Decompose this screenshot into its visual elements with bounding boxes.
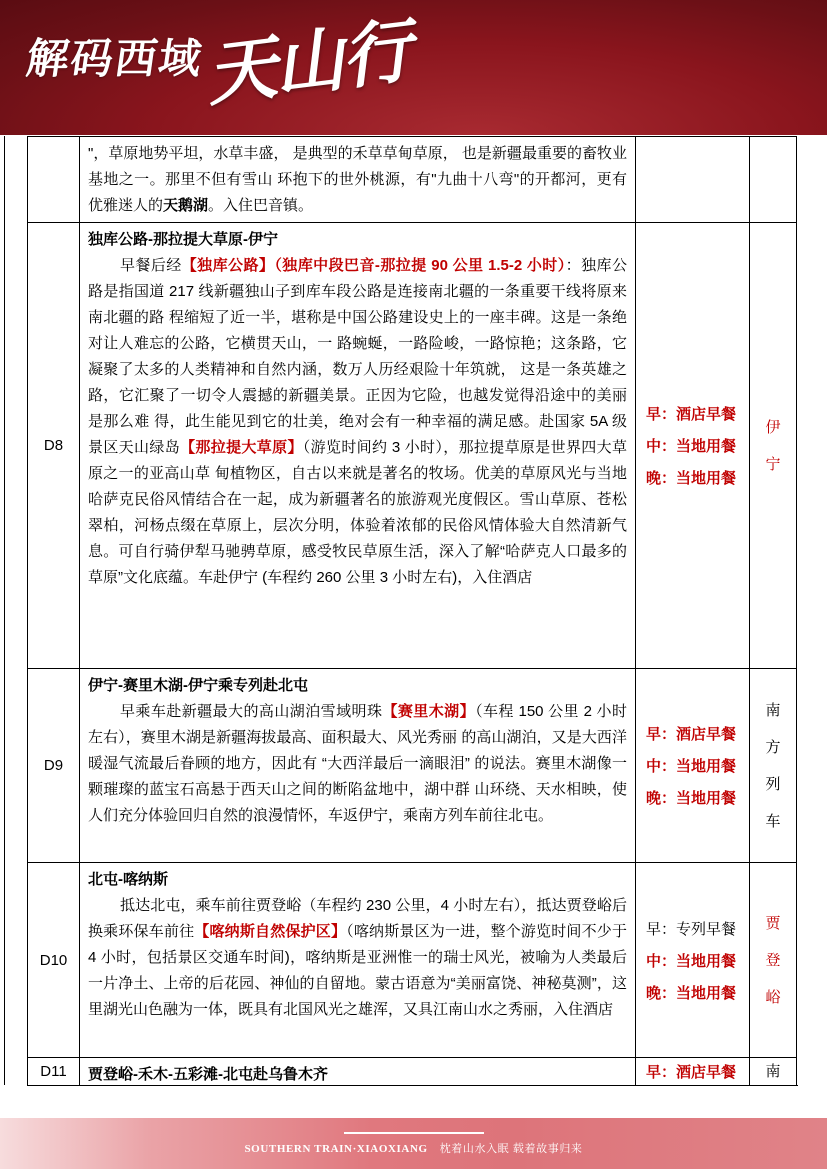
header-banner <box>0 0 827 135</box>
text-segment: （喀纳斯景区为一进，整个游览时间不少于 4 小时，包括景区交通车时间)，喀纳斯是亚洲惟一的瑞士风光，被喻为人类最后一片净土、上帝的后花园、神仙的自留地。蒙古语意为“美丽富饶、神秘莫测”，这里湖光山色融为一体，既具有北国风光之雄浑，又具江南山水之秀丽，入住酒店 <box>88 923 627 1018</box>
text-segment: （车程 150 公里 2 小时左右），赛里木湖是新疆海拔最高、面积最大、风光秀丽 的高山湖泊，又是大西洋暖湿气流最后眷顾的地方，因此有 “大西洋最后一滴眼泪” 的说法。赛里木湖像一颗璀璨的蓝宝石高悬于西天山之间的断陷盆地中，湖中群 山环绕、天水相映，使人们充分体验回归自然的浪漫情怀，车返伊宁，乘南方列车前往北屯。 <box>88 703 627 824</box>
destination-cell <box>749 862 797 1057</box>
text-segment: 伊宁-赛里木湖-伊宁乘专列赴北屯 <box>88 677 308 694</box>
text-segment: 【那拉提大草原】 <box>180 439 303 456</box>
text-segment: 独库公路-那拉提大草原-伊宁 <box>88 231 278 248</box>
table-row <box>27 862 798 1057</box>
table-row <box>27 222 798 668</box>
table-left-rule <box>4 136 5 1085</box>
meals-cell <box>635 136 749 222</box>
meal-line: 中：当地用餐 <box>646 758 737 775</box>
itinerary-table <box>27 136 798 1086</box>
destination-cell <box>749 1057 797 1085</box>
content-cell <box>79 862 635 1057</box>
meal-line: 早：专列早餐 <box>646 920 737 938</box>
paragraph <box>88 253 627 591</box>
day-cell: D8 <box>27 222 79 668</box>
text-segment: 。入住巴音镇。 <box>208 197 314 214</box>
text-segment: 天鹅湖 <box>163 197 209 214</box>
meals-cell <box>635 862 749 1057</box>
text-segment: 早餐后经 <box>120 257 182 274</box>
destination-text: 伊宁 <box>765 418 781 473</box>
footer-tagline-zh: 枕着山水入眠 载着故事归来 <box>439 1142 583 1155</box>
meal-line: 早：酒店早餐 <box>646 406 737 423</box>
day-cell: D10 <box>27 862 79 1057</box>
text-segment: 【赛里木湖】 <box>382 703 476 720</box>
content-cell <box>79 136 635 222</box>
content-cell <box>79 668 635 862</box>
footer-banner <box>0 1118 827 1169</box>
paragraph <box>88 699 627 829</box>
meal-line: 中：当地用餐 <box>646 438 737 455</box>
text-segment: （游览时间约 3 小时），那拉提草原是世界四大草原之一的亚高山草 甸植物区，自古以来就是著名的牧场。优美的草原风光与当地哈萨克民俗风情结合在一起，成为新疆著名的旅游观光度假区。雪山草原、苍松翠柏，河杨点缀在草原上，层次分明，体验着浓郁的民俗风情体验大自然清新气息。可自行骑伊犁马驰骋草原，感受牧民草原生活，深入了解“哈萨克人口最多的草原”文化底蕴。车赴伊宁 (车程约 260 公里 3 小时左右)，入住酒店 <box>88 439 627 586</box>
paragraph <box>88 141 627 219</box>
text-segment: ：独库公路是指国道 217 线新疆独山子到库车段公路是连接南北疆的一条重要干线将原来南北疆的路 程缩短了近一半，堪称是中国公路建设史上的一座丰碑。这是一条绝对让人难忘的公路，它横贯天山，一 路蜿蜒，一路险峻，一路惊艳；这条路，它凝聚了太多的人类精神和自然内涵，数万人历经艰险十年筑就， 这是一条英雄之路，它汇聚了一切令人震撼的新疆美景。正因为它险，也越发觉得沿途中的美丽是那么难 得，此生能见到它的壮美，绝对会有一种幸福的满足感。赴国家 5A 级景区天山绿岛 <box>88 257 627 456</box>
destination-cell <box>749 668 797 862</box>
meals-cell <box>635 1057 749 1085</box>
footer-tagline-en: SOUTHERN TRAIN·XIAOXIANG <box>244 1142 428 1155</box>
paragraph <box>88 1062 627 1085</box>
text-segment: 北屯-喀纳斯 <box>88 871 168 888</box>
text-segment: "，草原地势平坦，水草丰盛， 是典型的禾草草甸草原， 也是新疆最重要的畜牧业基地之一。那里不但有雪山 环抱下的世外桃源，有"九曲十八弯"的开都河，更有优雅迷人的 <box>88 145 627 214</box>
paragraph <box>88 227 627 253</box>
day-cell: D9 <box>27 668 79 862</box>
text-segment: 早乘车赴新疆最大的高山湖泊雪域明珠 <box>120 703 383 720</box>
meal-line: 晚：当地用餐 <box>646 984 737 1002</box>
meal-line: 晚：当地用餐 <box>646 470 737 487</box>
destination-text: 南 <box>765 1063 781 1080</box>
table-row <box>27 668 798 862</box>
meal-line: 晚：当地用餐 <box>646 790 737 807</box>
footer-tagline <box>244 1140 582 1156</box>
paragraph <box>88 867 627 893</box>
content-cell <box>79 222 635 668</box>
table-row <box>27 1057 798 1085</box>
meals-cell <box>635 668 749 862</box>
logo-text-script: 天山行 <box>201 8 415 117</box>
text-segment: 【喀纳斯自然保护区】 <box>194 923 347 940</box>
content-cell <box>79 1057 635 1085</box>
brand-logo <box>23 8 415 117</box>
table-row <box>27 136 798 222</box>
footer-divider-line <box>344 1132 484 1134</box>
destination-cell <box>749 136 797 222</box>
day-cell <box>27 136 79 222</box>
destination-text: 南方列车 <box>765 701 781 830</box>
paragraph <box>88 893 627 1023</box>
paragraph <box>88 673 627 699</box>
destination-text: 贾登峪 <box>765 914 781 1006</box>
meals-cell <box>635 222 749 668</box>
text-segment: 抵达北屯，乘车前往贾登峪（车程约 230 公里，4 小时左右），抵达贾登峪后换乘环保车前往 <box>88 897 627 940</box>
meal-line: 中：当地用餐 <box>646 952 737 970</box>
day-cell: D11 <box>27 1057 79 1085</box>
meal-line: 早：酒店早餐 <box>646 726 737 743</box>
logo-text-main: 解码西域 <box>23 35 207 82</box>
text-segment: 【独库公路】（独库中段巴音-那拉提 90 公里 1.5-2 小时） <box>181 257 566 274</box>
text-segment: 贾登峪-禾木-五彩滩-北屯赴乌鲁木齐 <box>88 1066 328 1083</box>
destination-cell <box>749 222 797 668</box>
meal-line: 早：酒店早餐 <box>646 1064 737 1081</box>
